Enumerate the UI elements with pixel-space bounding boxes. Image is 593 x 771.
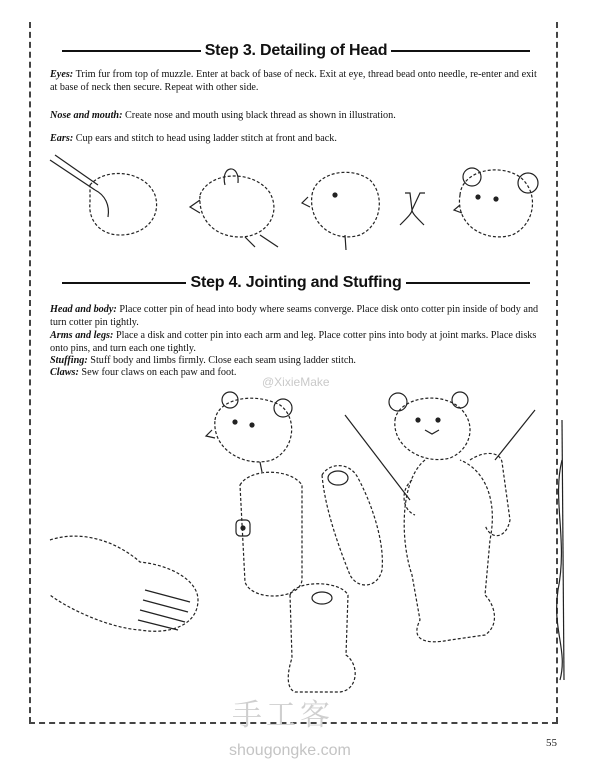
page-number: 55 <box>546 737 557 749</box>
head-three-quarter-illustration <box>302 172 379 250</box>
finished-head-illustration <box>454 168 538 237</box>
paw-claws-illustration <box>50 536 198 631</box>
arm-with-disk-illustration <box>322 466 382 585</box>
eyes-text: Trim fur from top of muzzle. Enter at back of base of neck. Exit at eye, thread bead onto needle, re-enter and exit at base of neck then secure. Repeat with other side. <box>50 69 537 93</box>
heading-rule-left <box>62 50 201 52</box>
jointing-illustrations <box>40 390 580 705</box>
head-body-instruction <box>50 304 544 329</box>
claws-text: Sew four claws on each paw and foot. <box>78 367 237 378</box>
leg-with-foot-illustration <box>288 584 355 692</box>
head-detailing-illustrations <box>50 155 550 260</box>
head-body-text: Place cotter pin of head into body where seams converge. Place disk onto cotter pin inside of body and turn cotter pin tightly. <box>50 304 539 328</box>
ears-text: Cup ears and stitch to head using ladder stitch at front and back. <box>73 133 337 144</box>
nose-mouth-label: Nose and mouth: <box>50 110 123 121</box>
leg-with-disk-illustration <box>236 472 302 596</box>
stuffing-label: Stuffing: <box>50 355 88 366</box>
nose-mouth-text: Create nose and mouth using black thread as shown in illustration. <box>122 110 396 121</box>
step3-heading <box>62 42 530 60</box>
arms-legs-label: Arms and legs: <box>50 330 114 341</box>
head-eye-stitching-illustration <box>50 155 157 235</box>
watermark-logo: 手工客 <box>232 698 334 733</box>
assembled-bear-body-illustration <box>345 392 564 680</box>
claws-label: Claws: <box>50 367 79 378</box>
head-side-profile-illustration <box>190 169 278 247</box>
watermark-handle: @XixieMake <box>262 375 330 389</box>
stuffing-text: Stuff body and limbs firmly. Close each seam using ladder stitch. <box>87 355 356 366</box>
page-border-left <box>29 22 31 723</box>
head-body-label: Head and body: <box>50 304 117 315</box>
arms-legs-instruction <box>50 330 544 355</box>
nose-mouth-instruction <box>50 110 544 123</box>
heading-rule-right <box>406 282 530 284</box>
heading-rule-left <box>62 282 186 284</box>
watermark-site: shougongke.com <box>229 742 351 759</box>
arms-legs-text: Place a disk and cotter pin into each arm and leg. Place cotter pins into body at joint marks. Place disks onto pins, and turn each one tightly. <box>50 330 537 354</box>
stuffing-instruction <box>50 355 544 368</box>
eyes-instruction <box>50 69 544 94</box>
step3-title: Step 3. Detailing of Head <box>204 42 388 59</box>
ears-label: Ears: <box>50 133 74 144</box>
step4-heading <box>62 274 530 292</box>
heading-rule-right <box>391 50 530 52</box>
teddy-head-illustration <box>206 392 292 472</box>
step4-title: Step 4. Jointing and Stuffing <box>190 274 402 291</box>
ears-instruction <box>50 133 544 146</box>
eyes-label: Eyes: <box>50 69 74 80</box>
cotter-pin-illustration <box>400 193 425 225</box>
